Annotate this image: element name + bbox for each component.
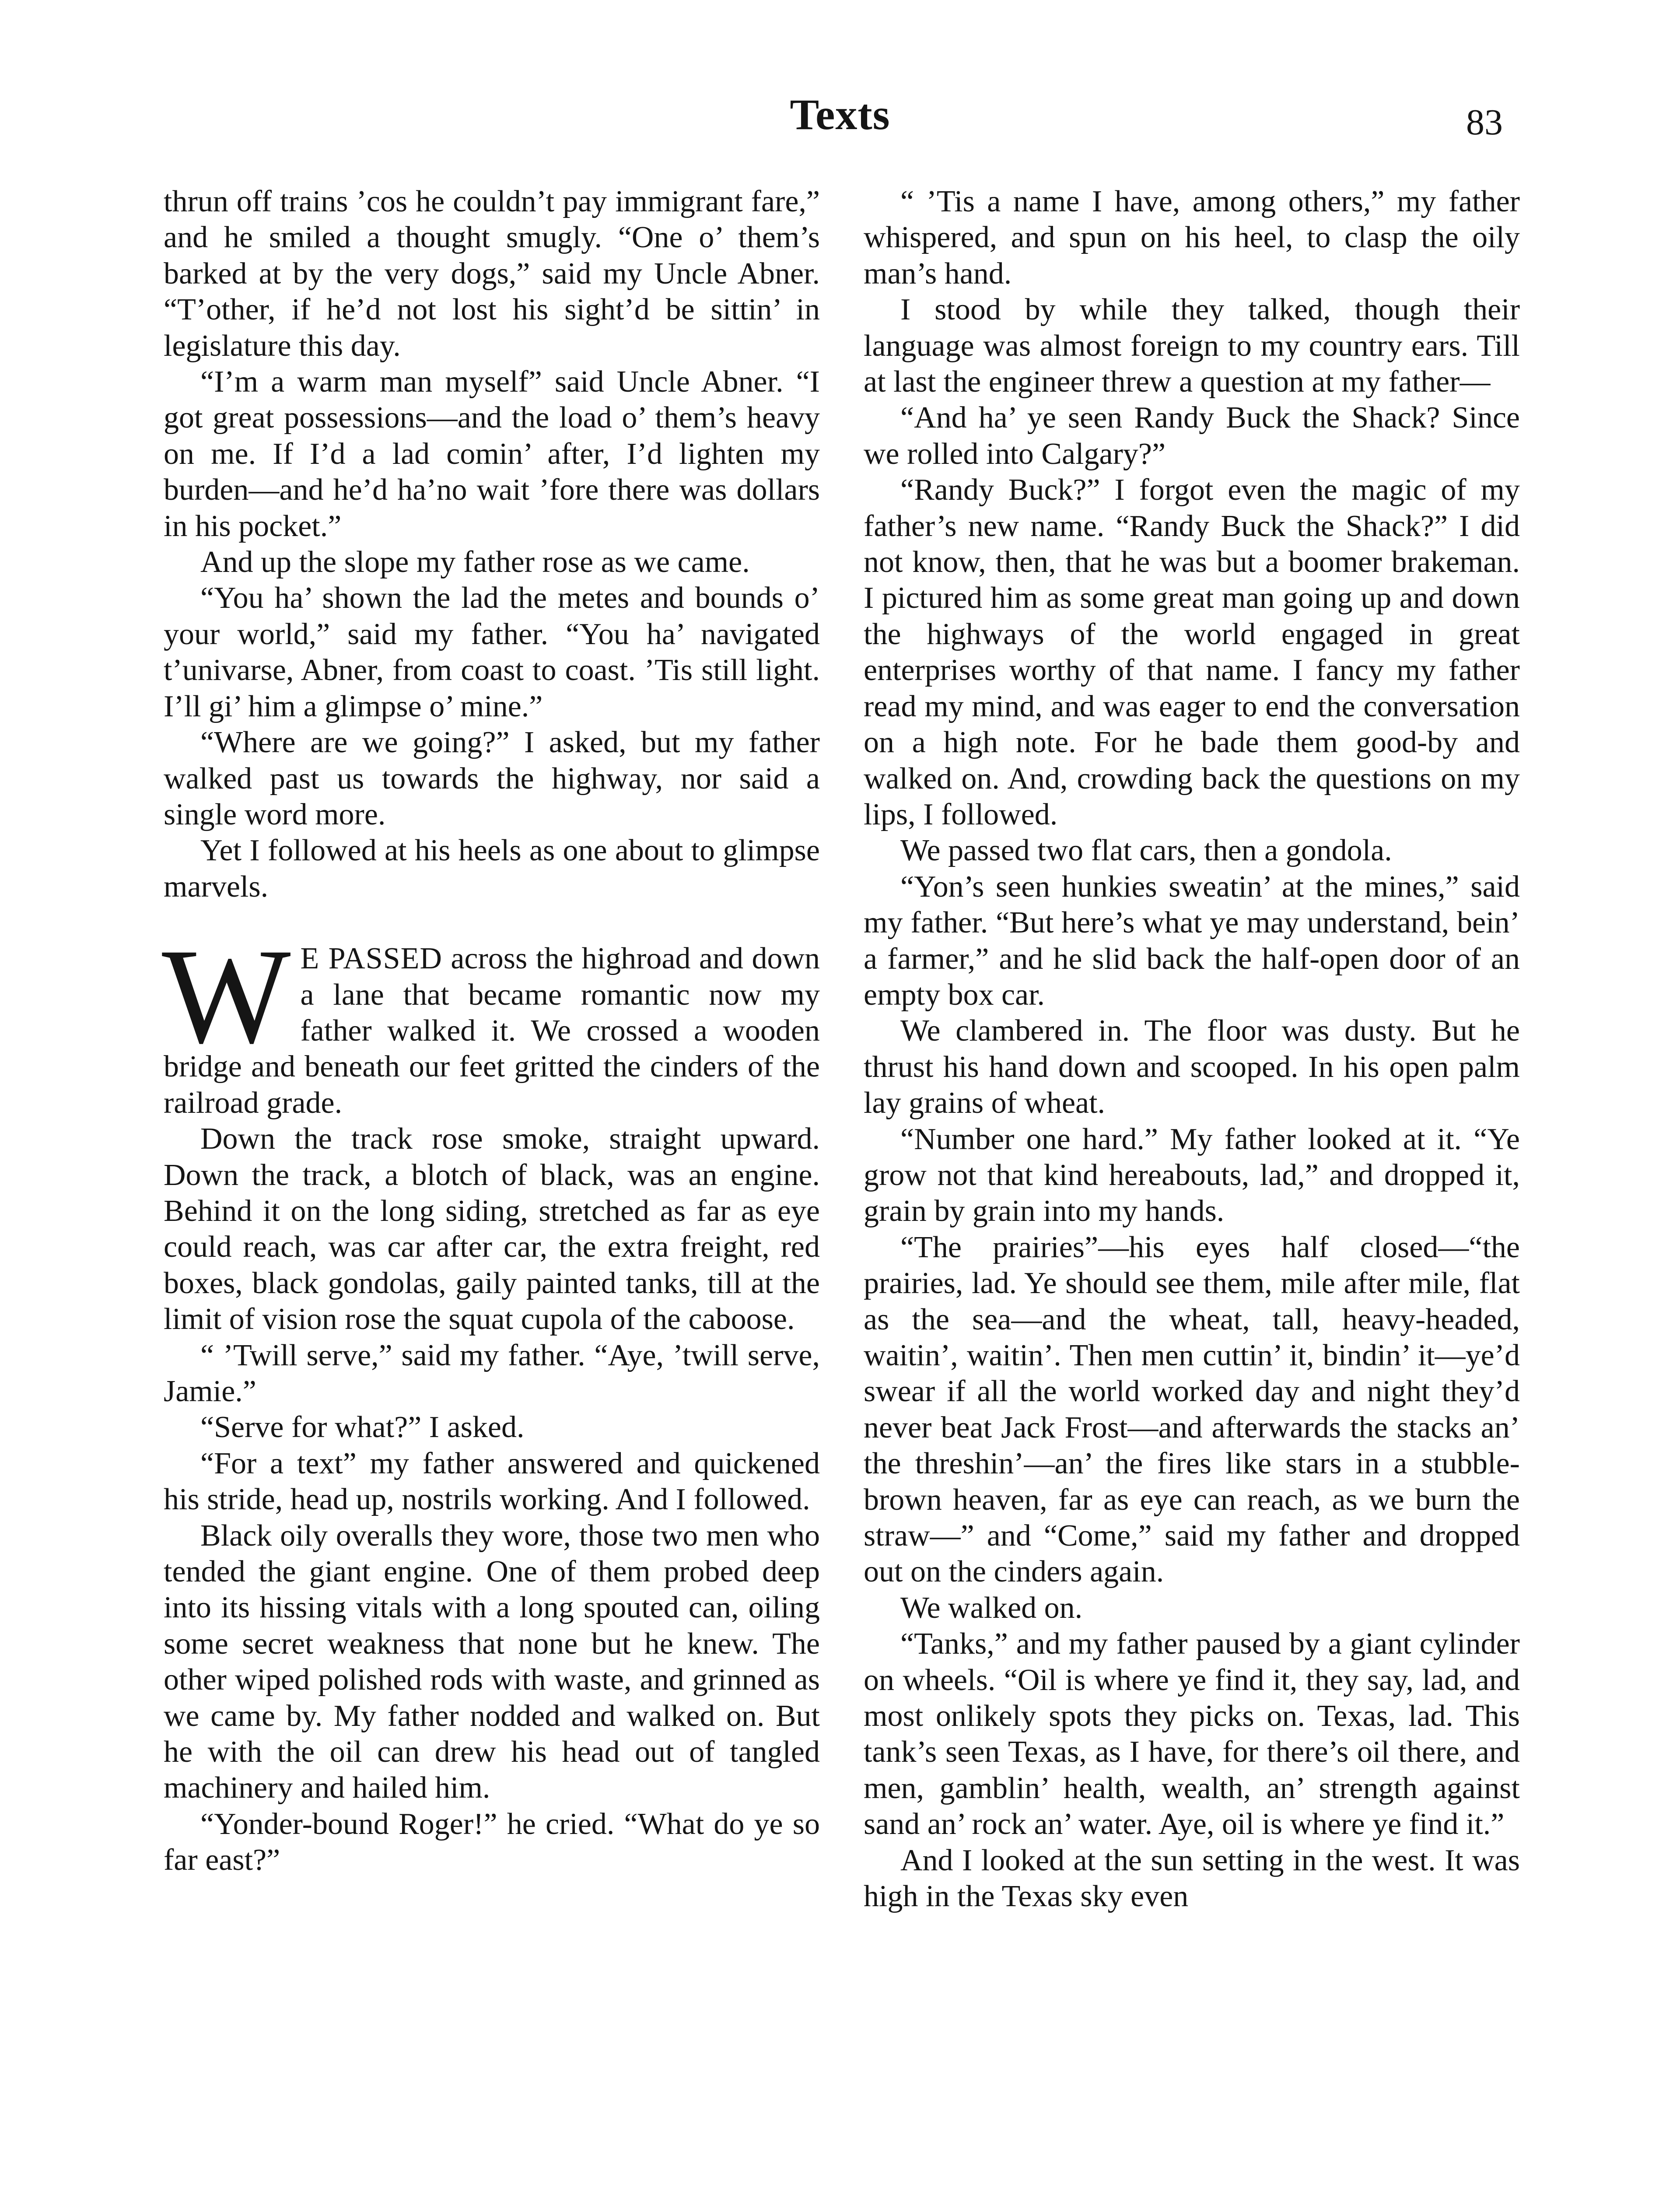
right-column <box>864 184 1520 1915</box>
paragraph: I stood by while they talked, though their language was almost foreign to my country ears. Till at last the engineer threw a question at my father— <box>864 293 1520 399</box>
paragraph: “You ha’ shown the lad the metes and bounds o’ your world,” said my father. “You ha’ navigated t’univarse, Abner, from coast to coast. ’Tis still light. I’ll gi’ him a glimpse o’ mine.” <box>164 581 820 723</box>
paragraph: “I’m a warm man myself” said Uncle Abner. “I got great possessions—and the load o’ them’s heavy on me. If I’d a lad comin’ after, I’d lighten my burden—and he’d ha’no wait ’fore there was dollars in his pocket.” <box>164 365 820 543</box>
paragraph: We clambered in. The floor was dusty. But he thrust his hand down and scooped. In his open palm lay grains of wheat. <box>864 1014 1520 1120</box>
paragraph: “The prairies”—his eyes half closed—“the prairies, lad. Ye should see them, mile after mile, flat as the sea—and the wheat, tall, heavy-headed, waitin’, waitin’. Then men cuttin’ it, bindin’ it—ye’d swear if all the world worked day and night they’d never beat Jack Frost—and afterwards the stacks an’ the threshin’—an’ the fires like stars in a stubble-brown heaven, far as eye can reach, as we burn the straw—” and “Come,” said my father and dropped out on the cinders again. <box>864 1230 1520 1589</box>
paragraph: “Number one hard.” My father looked at it. “Ye grow not that kind hereabouts, lad,” and dropped it, grain by grain into my hands. <box>864 1122 1520 1228</box>
paragraph: We walked on. <box>900 1591 1083 1625</box>
paragraph: thrun off trains ’cos he couldn’t pay immigrant fare,” and he smiled a thought smugly. “One o’ them’s barked at by the very dogs,” said my Uncle Abner. “T’other, if he’d not lost his sight’d be sittin’ in legislature this day. <box>164 185 820 363</box>
paragraph: “ ’Twill serve,” said my father. “Aye, ’twill serve, Jamie.” <box>164 1338 820 1408</box>
section-lead-in: E PASSED <box>300 942 442 976</box>
paragraph: “Tanks,” and my father paused by a giant cylinder on wheels. “Oil is where ye find it, they say, lad, and most onlikely spots they picks on. Texas, lad. This tank’s seen Texas, as I have, for there’s oil there, and men, gamblin’ health, wealth, an’ strength against sand an’ rock an’ water. Aye, oil is where ye find it.” <box>864 1627 1520 1841</box>
paragraph: “Randy Buck?” I forgot even the magic of my father’s new name. “Randy Buck the Shack?” I did not know, then, that he was but a boomer brakeman. I pictured him as some great man going up and down the highways of the world engaged in great enterprises worthy of that name. I fancy my father read my mind, and was eager to end the conversation on a high note. For he bade them good-by and walked on. And, crowding back the questions on my lips, I followed. <box>864 473 1520 831</box>
paragraph: “Yon’s seen hunkies sweatin’ at the mines,” said my father. “But here’s what ye may understand, bein’ a farmer,” and he slid back the half-open door of an empty box car. <box>864 870 1520 1012</box>
paragraph: And up the slope my father rose as we came. <box>200 545 750 579</box>
page-number: 83 <box>1466 102 1503 143</box>
paragraph: Black oily overalls they wore, those two men who tended the giant engine. One of them probed deep into its hissing vitals with a long spouted can, oiling some secret weakness that none but he knew. The other wiped polished rods with waste, and grinned as we came by. My father nodded and walked on. But he with the oil can drew his head out of tangled machinery and hailed him. <box>164 1518 820 1805</box>
paragraph: “Serve for what?” I asked. <box>200 1410 525 1445</box>
paragraph: Down the track rose smoke, straight upward. Down the track, a blotch of black, was an engine. Behind it on the long siding, stretched as far as eye could reach, was car after car, the extra freight, red boxes, black gondolas, gaily painted tanks, till at the limit of vision rose the squat cupola of the caboose. <box>164 1122 820 1336</box>
paragraph-text: across the highroad and down a lane that became romantic now my father walked it. We crossed a wooden bridge and beneath our feet gritted the cinders of the railroad grade. <box>164 942 820 1120</box>
running-title: Texts <box>790 90 890 139</box>
section-opening-paragraph <box>162 921 820 1121</box>
paragraph: “ ’Tis a name I have, among others,” my father whispered, and spun on his heel, to clasp the oily man’s hand. <box>864 185 1520 291</box>
drop-cap: W <box>162 921 291 1072</box>
paragraph: “And ha’ ye seen Randy Buck the Shack? Since we rolled into Calgary?” <box>864 401 1520 471</box>
paragraph: “Yonder-bound Roger!” he cried. “What do ye so far east?” <box>164 1807 820 1877</box>
paragraph: Yet I followed at his heels as one about to glimpse marvels. <box>164 834 820 904</box>
left-column <box>164 184 820 1879</box>
paragraph: And I looked at the sun setting in the west. It was high in the Texas sky even <box>864 1843 1520 1914</box>
paragraph: We passed two flat cars, then a gondola. <box>900 834 1392 868</box>
paragraph: “For a text” my father answered and quickened his stride, head up, nostrils working. And I followed. <box>164 1446 820 1517</box>
paragraph: “Where are we going?” I asked, but my father walked past us towards the highway, nor said a single word more. <box>164 726 820 831</box>
